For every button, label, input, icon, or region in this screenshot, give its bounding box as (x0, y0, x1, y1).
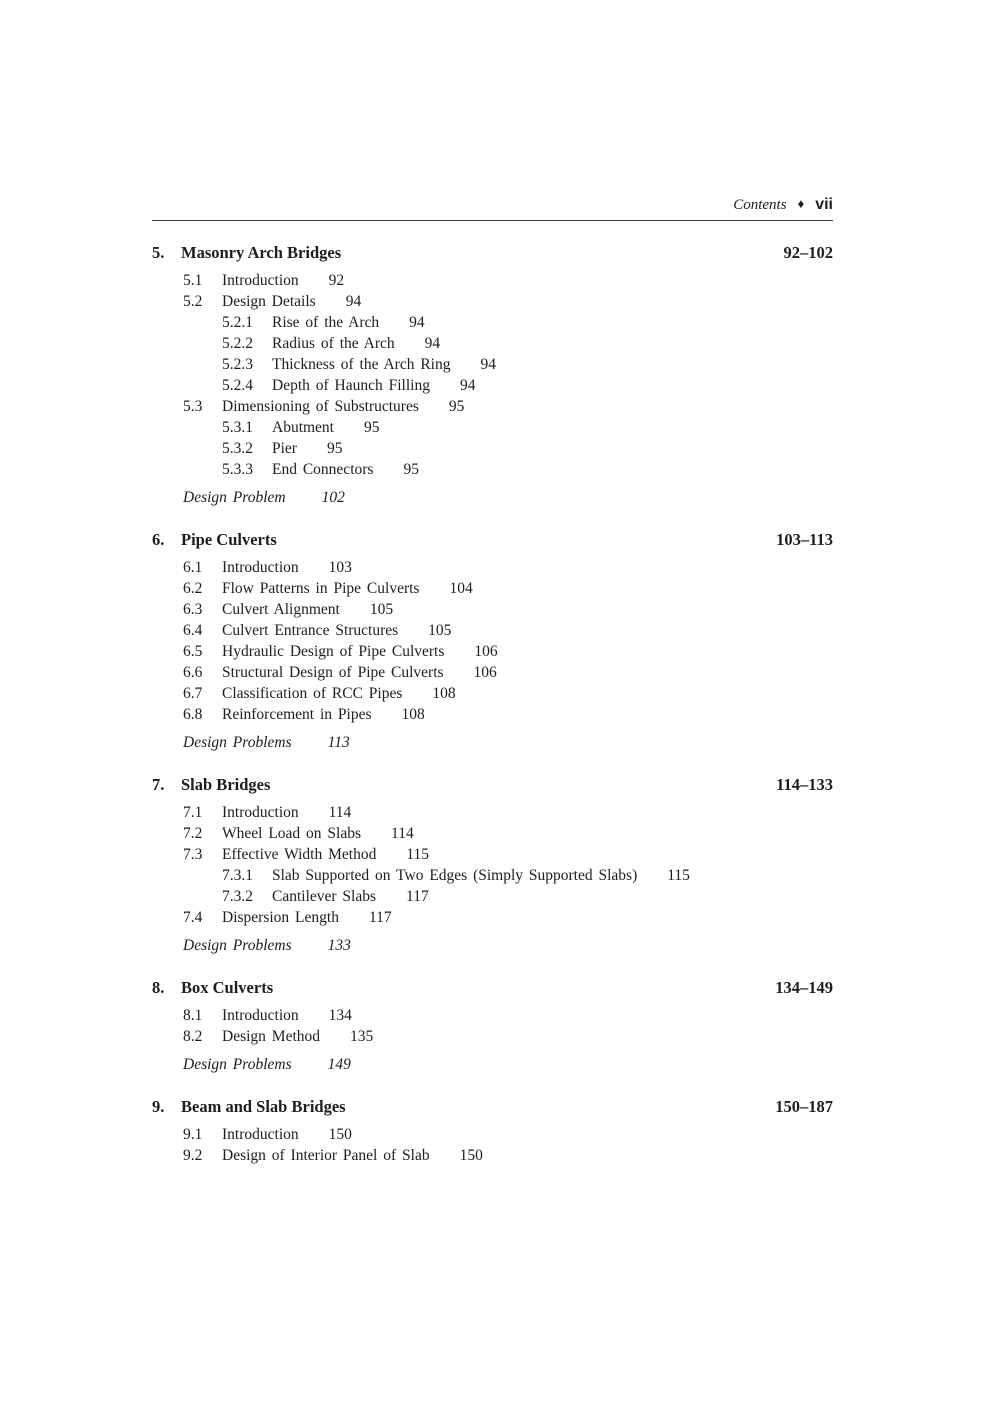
entry-title: Introduction (222, 272, 299, 289)
toc-entry (152, 641, 833, 662)
toc-entry (152, 1005, 833, 1026)
toc-entry (152, 291, 833, 312)
entry-title-cell (222, 844, 833, 865)
entry-title-cell (222, 704, 833, 725)
toc-entry (152, 438, 833, 459)
entry-number: 6.6 (183, 664, 203, 681)
entry-number: 5.3.1 (222, 419, 253, 436)
entry-title: Thickness of the Arch Ring (272, 356, 451, 373)
toc-entry (152, 270, 833, 291)
toc-entry (152, 396, 833, 417)
entry-number: 5.3.3 (222, 461, 253, 478)
entry-page: 95 (403, 461, 419, 478)
entry-number: 7.3 (183, 846, 203, 863)
design-note (152, 732, 833, 753)
entry-title-cell (222, 907, 833, 928)
entry-title-cell (272, 459, 833, 480)
entry-number: 5.2 (183, 293, 203, 310)
entry-page: 94 (459, 377, 476, 394)
entry-number: 7.4 (183, 909, 203, 926)
entry-title: Classification of RCC Pipes (222, 685, 403, 702)
chapter-title: Pipe Culverts (181, 530, 277, 549)
entry-number: 5.3 (183, 398, 203, 415)
entry-title-cell (222, 291, 833, 312)
entry-title: Rise of the Arch (272, 314, 380, 331)
entry-number: 6.2 (183, 580, 203, 597)
chapter-block (152, 529, 833, 753)
entry-title-cell (222, 578, 833, 599)
entry-page: 114 (328, 804, 352, 821)
entry-title-cell (222, 683, 833, 704)
design-note-label: Design Problem (183, 489, 286, 506)
toc (152, 242, 833, 1166)
toc-entry (152, 620, 833, 641)
entry-title: Introduction (222, 559, 299, 576)
entry-title: Slab Supported on Two Edges (Simply Supported Slabs) (272, 867, 638, 884)
entry-title-cell (222, 802, 833, 823)
entry-page: 114 (391, 825, 414, 842)
chapter-number: 7. (152, 775, 165, 794)
entry-number: 7.3.2 (222, 888, 253, 905)
chapter-number: 9. (152, 1097, 165, 1116)
entry-title: Abutment (272, 419, 334, 436)
chapter-title: Masonry Arch Bridges (181, 243, 342, 262)
entry-title: Pier (272, 440, 297, 457)
entry-title-cell (222, 1124, 833, 1145)
design-note-label: Design Problems (183, 937, 292, 954)
entry-page: 115 (406, 846, 430, 863)
entry-title: Radius of the Arch (272, 335, 395, 352)
entry-page: 108 (432, 685, 456, 702)
entry-number: 8.2 (183, 1028, 203, 1045)
toc-entry (152, 886, 833, 907)
chapter-number: 5. (152, 243, 165, 262)
design-note (152, 1054, 833, 1075)
entry-page: 115 (667, 867, 690, 884)
entry-page: 95 (326, 440, 343, 457)
design-note-page: 102 (321, 489, 345, 506)
entry-number: 7.1 (183, 804, 203, 821)
entry-title-cell (272, 417, 833, 438)
chapter-title: Slab Bridges (181, 775, 271, 794)
entry-page: 108 (401, 706, 425, 723)
entry-title: Introduction (222, 804, 299, 821)
chapter-heading (152, 1096, 833, 1117)
entry-title-cell (222, 599, 833, 620)
entry-page: 150 (459, 1147, 483, 1164)
entry-number: 5.3.2 (222, 440, 253, 457)
toc-entry (152, 823, 833, 844)
toc-entry (152, 1124, 833, 1145)
entry-page: 95 (448, 398, 465, 415)
entry-number: 5.1 (183, 272, 203, 289)
entry-title-cell (272, 375, 833, 396)
chapter-heading (152, 774, 833, 795)
entry-number: 6.7 (183, 685, 203, 702)
entry-title-cell (222, 641, 833, 662)
entry-number: 6.5 (183, 643, 203, 660)
chapter-title: Box Culverts (181, 978, 274, 997)
running-header (152, 196, 833, 221)
entry-title: Introduction (222, 1007, 299, 1024)
toc-entry (152, 802, 833, 823)
toc-entry (152, 578, 833, 599)
page-content (152, 196, 833, 1166)
entry-title-cell (272, 886, 833, 907)
entry-title: Design of Interior Panel of Slab (222, 1147, 430, 1164)
entry-title-cell (272, 438, 833, 459)
entry-title-cell (222, 557, 833, 578)
chapter-heading (152, 529, 833, 550)
toc-entry (152, 865, 833, 886)
entry-page: 94 (480, 356, 496, 373)
entry-page: 150 (328, 1126, 352, 1143)
entry-number: 5.2.4 (222, 377, 253, 394)
entry-number: 5.2.2 (222, 335, 253, 352)
chapter-page-range: 114–133 (776, 775, 833, 794)
entry-page: 117 (406, 888, 429, 905)
entry-title: Structural Design of Pipe Culverts (222, 664, 444, 681)
chapter-block (152, 977, 833, 1075)
toc-entry (152, 599, 833, 620)
entry-number: 5.2.3 (222, 356, 253, 373)
chapter-page-range: 150–187 (775, 1097, 833, 1116)
toc-entry (152, 375, 833, 396)
toc-entry (152, 907, 833, 928)
toc-entry (152, 683, 833, 704)
design-note (152, 487, 833, 508)
entry-title-cell (272, 354, 833, 375)
chapter-block (152, 242, 833, 508)
entry-title-cell (222, 1005, 833, 1026)
toc-entry (152, 1145, 833, 1166)
chapter-page-range: 103–113 (776, 530, 833, 549)
chapter-page-range: 134–149 (775, 978, 833, 997)
entry-title: Wheel Load on Slabs (222, 825, 362, 842)
entry-title: Design Details (222, 293, 316, 310)
entry-number: 6.1 (183, 559, 203, 576)
entry-number: 5.2.1 (222, 314, 253, 331)
design-note-page: 133 (327, 937, 351, 954)
entry-page: 94 (409, 314, 425, 331)
toc-entry (152, 354, 833, 375)
entry-title: Dispersion Length (222, 909, 339, 926)
entry-number: 6.4 (183, 622, 203, 639)
chapter-title: Beam and Slab Bridges (181, 1097, 346, 1116)
entry-title-cell (222, 662, 833, 683)
entry-number: 9.1 (183, 1126, 203, 1143)
entry-title: Design Method (222, 1028, 321, 1045)
entry-title-cell (222, 270, 833, 291)
entry-title: Flow Patterns in Pipe Culverts (222, 580, 420, 597)
entry-title: Dimensioning of Substructures (222, 398, 419, 415)
entry-title: Reinforcement in Pipes (222, 706, 372, 723)
entry-title-cell (222, 823, 833, 844)
entry-title: Hydraulic Design of Pipe Culverts (222, 643, 445, 660)
entry-title-cell (222, 1026, 833, 1047)
entry-number: 7.3.1 (222, 867, 253, 884)
entry-page: 95 (364, 419, 380, 436)
entry-number: 9.2 (183, 1147, 203, 1164)
entry-page: 135 (350, 1028, 374, 1045)
entry-title-cell (272, 312, 833, 333)
chapter-number: 8. (152, 978, 165, 997)
entry-number: 8.1 (183, 1007, 203, 1024)
toc-entry (152, 417, 833, 438)
entry-title: Effective Width Method (222, 846, 377, 863)
entry-title-cell (272, 865, 833, 886)
entry-page: 94 (424, 335, 441, 352)
entry-title-cell (222, 1145, 833, 1166)
running-title: Contents (733, 197, 787, 213)
chapter-heading (152, 242, 833, 263)
entry-page: 103 (328, 559, 352, 576)
design-note-page: 149 (327, 1056, 351, 1073)
entry-title-cell (222, 620, 833, 641)
chapter-page-range: 92–102 (783, 243, 833, 262)
toc-entry (152, 557, 833, 578)
entry-page: 106 (473, 664, 497, 681)
entry-title: Introduction (222, 1126, 299, 1143)
toc-entry (152, 1026, 833, 1047)
chapter-number: 6. (152, 530, 165, 549)
design-note (152, 935, 833, 956)
toc-entry (152, 333, 833, 354)
design-note-label: Design Problems (183, 1056, 292, 1073)
entry-page: 105 (369, 601, 394, 618)
toc-entry (152, 662, 833, 683)
entry-number: 7.2 (183, 825, 203, 842)
toc-entry (152, 459, 833, 480)
entry-title: Culvert Entrance Structures (222, 622, 399, 639)
diamond-icon: ♦ (797, 196, 805, 211)
chapter-block (152, 1096, 833, 1166)
entry-title: Culvert Alignment (222, 601, 340, 618)
entry-title: Depth of Haunch Filling (272, 377, 430, 394)
entry-number: 6.8 (183, 706, 203, 723)
folio-page-number: vii (815, 196, 833, 213)
design-note-label: Design Problems (183, 734, 292, 751)
entry-page: 134 (328, 1007, 352, 1024)
toc-entry (152, 312, 833, 333)
entry-page: 117 (368, 909, 392, 926)
chapter-block (152, 774, 833, 956)
entry-page: 104 (449, 580, 473, 597)
toc-entry (152, 844, 833, 865)
entry-title-cell (222, 396, 833, 417)
chapter-heading (152, 977, 833, 998)
design-note-page: 113 (327, 734, 350, 751)
entry-title: End Connectors (272, 461, 374, 478)
entry-number: 6.3 (183, 601, 203, 618)
entry-page: 94 (345, 293, 362, 310)
entry-page: 105 (428, 622, 452, 639)
entry-page: 92 (328, 272, 345, 289)
entry-page: 106 (474, 643, 498, 660)
toc-entry (152, 704, 833, 725)
entry-title: Cantilever Slabs (272, 888, 377, 905)
entry-title-cell (272, 333, 833, 354)
